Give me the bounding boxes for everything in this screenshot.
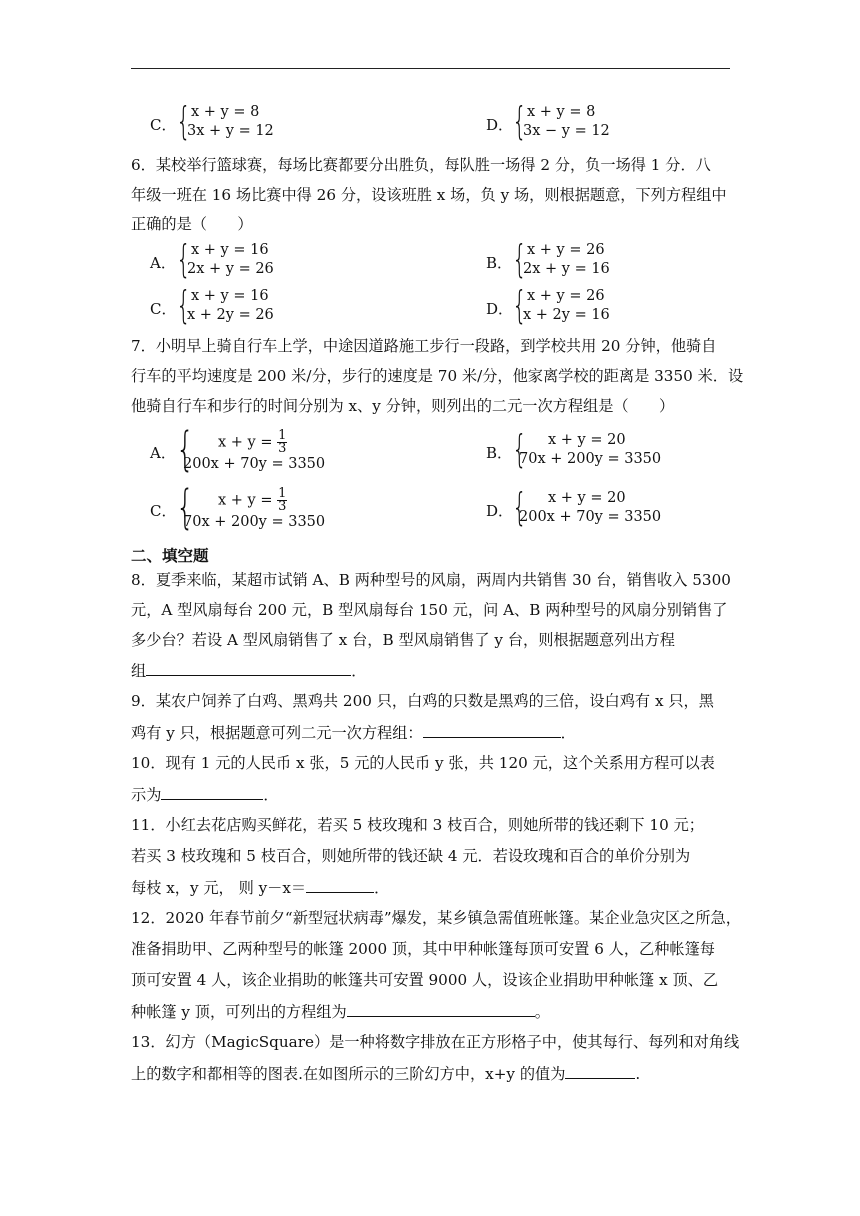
option-label: B． — [486, 254, 513, 272]
equation-2: 70x + 200y = 3350 — [183, 514, 326, 530]
equation-1: x + y = 20 — [548, 490, 626, 506]
option-label: C． — [150, 300, 177, 318]
option-label: C． — [150, 116, 177, 134]
equation-2: x + 2y = 16 — [523, 307, 610, 323]
brace-icon: { — [176, 422, 195, 476]
q6-option-b[interactable] — [486, 237, 686, 282]
q6-stem-line2: 年级一班在 16 场比赛中得 26 分，设该班胜 x 场，负 y 场，则根据题意，下列方程组中 — [131, 186, 727, 204]
equation-1: x + y = 8 — [527, 104, 596, 120]
brace-icon: { — [512, 485, 527, 529]
q6-stem-line1: 6．某校举行篮球赛，每场比赛都要分出胜负，每队胜一场得 2 分，负一场得 1 分．八 — [131, 156, 711, 174]
q8-stem-line1: 8．夏季来临，某超市试销 A、B 两种型号的风扇，两周内共销售 30 台，销售收入 5300 — [131, 571, 731, 589]
q12-stem-line1: 12．2020 年春节前夕“新型冠状病毒”爆发，某乡镇急需值班帐篷。某企业急灾区之所急， — [131, 909, 741, 927]
answer-blank[interactable] — [306, 877, 374, 893]
q8-stem-line2: 元，A 型风扇每台 200 元，B 型风扇每台 150 元，问 A、B 两种型号的风扇分别销售了 — [131, 601, 728, 619]
equation-1: x + y = 8 — [191, 104, 260, 120]
q5-option-c[interactable] — [150, 99, 350, 144]
equation-1: x + y = 16 — [191, 242, 269, 258]
equation-2: 200x + 70y = 3350 — [519, 509, 662, 525]
q6-stem-line3: 正确的是（ ） — [131, 215, 253, 233]
q6-option-a[interactable] — [150, 237, 350, 282]
q7-stem-line3: 他骑自行车和步行的时间分别为 x、y 分钟，则列出的二元一次方程组是（ ） — [131, 397, 675, 415]
q8-stem-line3: 多少台？若设 A 型风扇销售了 x 台，B 型风扇销售了 y 台，则根据题意列出方程 — [131, 631, 675, 649]
option-label: D． — [486, 502, 514, 520]
brace-icon: { — [176, 237, 191, 281]
answer-blank[interactable] — [347, 1001, 535, 1017]
fraction: $\frac{1}{3}$ — [278, 486, 287, 514]
option-label: A． — [150, 254, 176, 272]
q8-stem-line4: 组 ． — [131, 662, 367, 680]
equation-2: 2x + y = 16 — [523, 261, 610, 277]
brace-icon: { — [176, 283, 191, 327]
q12-stem-line4: 种帐篷 y 顶，可列出的方程组为 。 — [131, 1003, 550, 1021]
q11-stem-line2: 若买 3 枝玫瑰和 5 枝百合，则她所带的钱还缺 4 元．若设玫瑰和百合的单价分别为 — [131, 847, 691, 865]
fraction: $\frac{1}{3}$ — [278, 428, 287, 456]
q6-option-d[interactable] — [486, 283, 686, 328]
equation-1: x + y = 26 — [527, 288, 605, 304]
equation-2: 70x + 200y = 3350 — [519, 451, 662, 467]
equation-1: x + y = 26 — [527, 242, 605, 258]
q12-stem-line3: 顶可安置 4 人，该企业捐助的帐篷共可安置 9000 人，设该企业捐助甲种帐篷 x 顶、乙 — [131, 971, 719, 989]
q10-stem-line2: 示为 ． — [131, 786, 279, 804]
q12-stem-line2: 准备捐助甲、乙两种型号的帐篷 2000 顶，其中甲种帐篷每顶可安置 6 人，乙种帐篷每 — [131, 940, 715, 958]
q13-stem-line1: 13．幻方（MagicSquare）是一种将数字排放在正方形格子中，使其每行、每列和对角线 — [131, 1033, 740, 1051]
brace-icon: { — [512, 427, 527, 471]
equation-2: x + 2y = 26 — [187, 307, 274, 323]
q9-stem-line1: 9．某农户饲养了白鸡、黑鸡共 200 只，白鸡的只数是黑鸡的三倍，设白鸡有 x 只，黑 — [131, 692, 714, 710]
option-label: B． — [486, 444, 513, 462]
equation-2: 3x + y = 12 — [187, 123, 274, 139]
option-label: A． — [150, 444, 176, 462]
answer-blank[interactable] — [565, 1063, 635, 1079]
brace-icon: { — [176, 480, 195, 534]
option-label: C． — [150, 502, 177, 520]
option-label: D． — [486, 300, 514, 318]
answer-blank[interactable] — [423, 722, 561, 738]
q7-option-c[interactable] — [150, 480, 370, 534]
equation-1: x + y = $\frac{1}{3}$ — [218, 486, 287, 514]
q7-stem-line2: 行车的平均速度是 200 米/分，步行的速度是 70 米/分，他家离学校的距离是 3350 米．设 — [131, 367, 744, 385]
brace-icon: { — [512, 237, 527, 281]
q9-stem-line2: 鸡有 y 只，根据题意可列二元一次方程组： ． — [131, 724, 576, 742]
answer-blank[interactable] — [146, 660, 351, 676]
equation-1: x + y = $\frac{1}{3}$ — [218, 428, 287, 456]
option-label: D． — [486, 116, 514, 134]
q11-stem-line3: 每枝 x，y 元， 则 y－x＝ ． — [131, 879, 390, 897]
q11-stem-line1: 11．小红去花店购买鲜花，若买 5 枝玫瑰和 3 枝百合，则她所带的钱还剩下 10 元； — [131, 816, 704, 834]
q13-stem-line2: 上的数字和都相等的图表.在如图所示的三阶幻方中，x+y 的值为 . — [131, 1065, 641, 1083]
equation-2: 200x + 70y = 3350 — [183, 456, 326, 472]
q7-option-b[interactable] — [486, 427, 706, 472]
answer-blank[interactable] — [161, 784, 263, 800]
equation-2: 2x + y = 26 — [187, 261, 274, 277]
brace-icon: { — [512, 99, 527, 143]
section-heading: 二、填空题 — [131, 547, 209, 565]
q10-stem-line1: 10．现有 1 元的人民币 x 张，5 元的人民币 y 张，共 120 元，这个关系用方程可以表 — [131, 754, 715, 772]
q7-stem-line1: 7．小明早上骑自行车上学，中途因道路施工步行一段路，到学校共用 20 分钟，他骑自 — [131, 337, 717, 355]
header-rule — [131, 68, 730, 69]
equation-1: x + y = 20 — [548, 432, 626, 448]
q7-option-d[interactable] — [486, 485, 706, 530]
equation-2: 3x − y = 12 — [523, 123, 610, 139]
q6-option-c[interactable] — [150, 283, 350, 328]
brace-icon: { — [512, 283, 527, 327]
q7-option-a[interactable] — [150, 422, 370, 476]
q5-option-d[interactable] — [486, 99, 686, 144]
equation-1: x + y = 16 — [191, 288, 269, 304]
brace-icon: { — [176, 99, 191, 143]
